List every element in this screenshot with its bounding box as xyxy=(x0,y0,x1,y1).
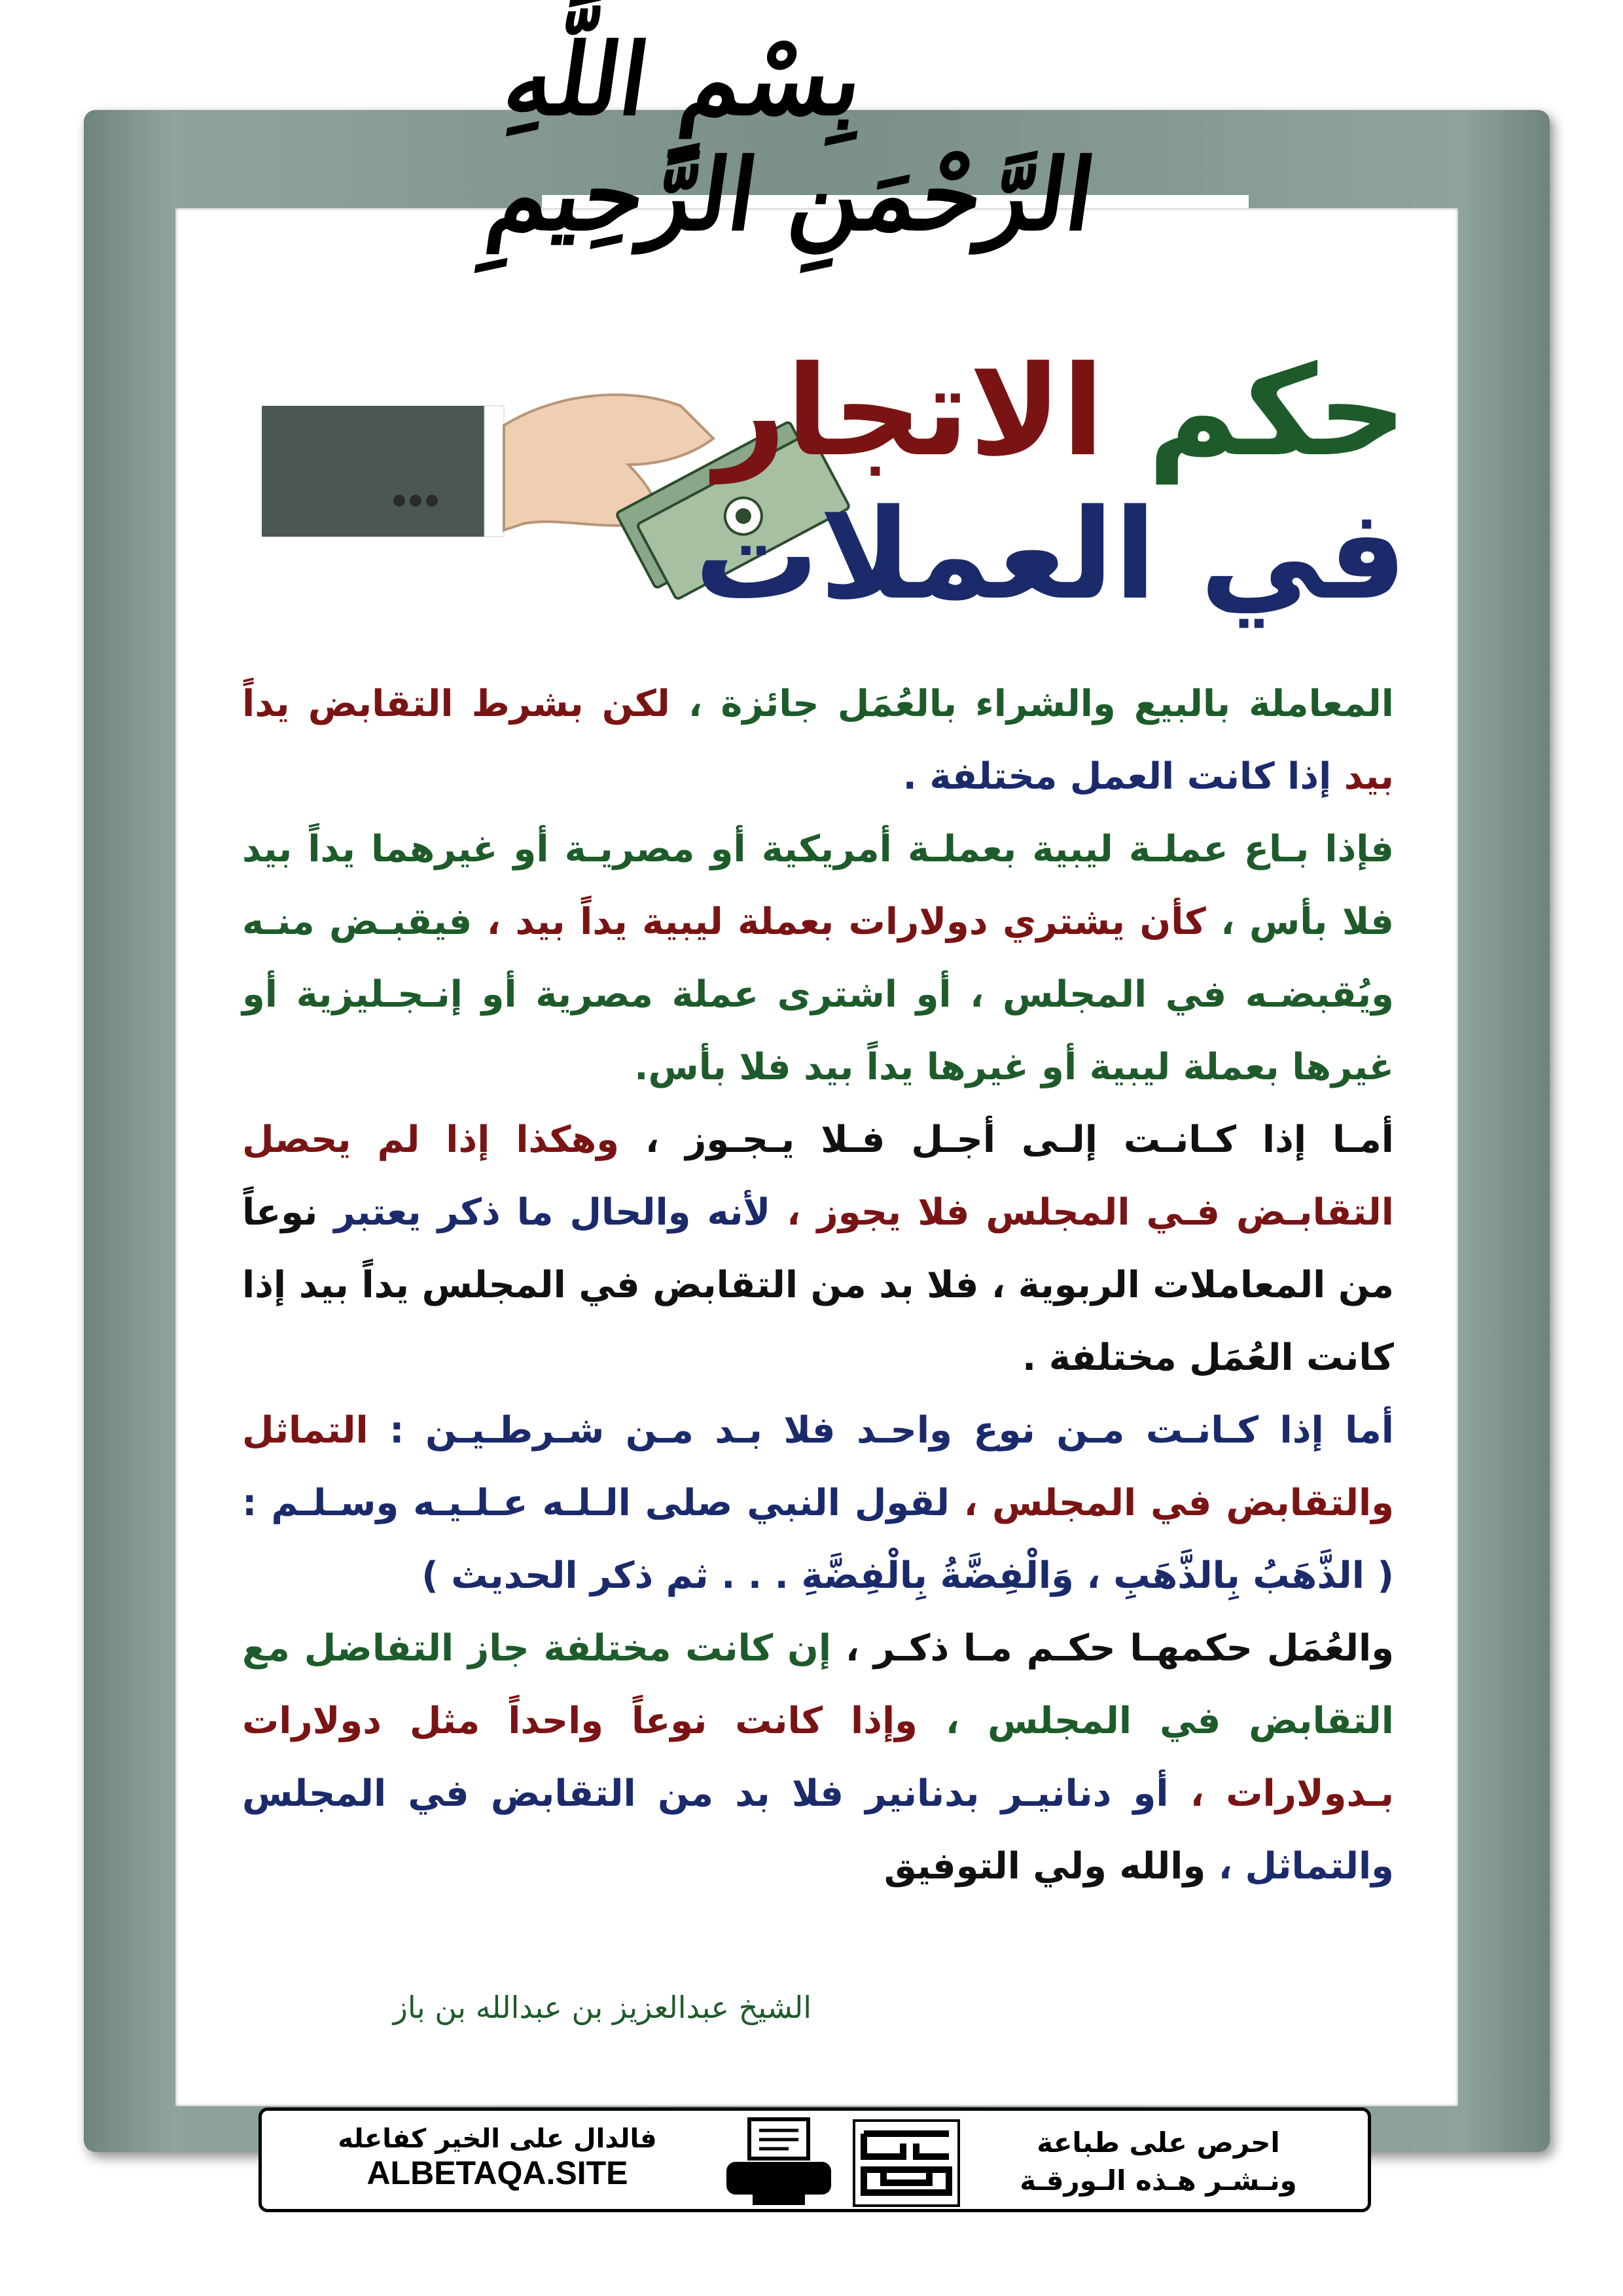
paragraph xyxy=(242,1612,1394,1903)
text-span: التماثل والتقابض في المجلس ، xyxy=(242,1409,1394,1524)
cuff xyxy=(484,406,504,537)
sleeve-button xyxy=(426,495,438,507)
article-body xyxy=(242,668,1394,1903)
title-line-2: في العملات xyxy=(694,482,1407,627)
text-span: وإذا كانت نوعاً واحداً مثل دولارات بـدولارات ، xyxy=(242,1700,1394,1815)
text-span: وهكذا إذا لم يحصل التقابـض فـي المجلس فلا يجوز ، xyxy=(242,1119,1394,1234)
text-span: إذا كانت العمل مختلفة . xyxy=(902,755,1332,798)
paragraph xyxy=(242,668,1394,813)
footer-website xyxy=(301,2124,694,2192)
text-span: كأن يشتري دولارات بعملة ليبية يداً بيد ، xyxy=(472,901,1206,943)
author-signature: الشيخ عبدالعزيز بن عبدالله بن باز xyxy=(393,1990,812,2025)
page-title xyxy=(694,340,1407,626)
print-note-line-2: ونـشـر هـذه الـورقـة xyxy=(1020,2164,1297,2197)
text-span: فلا بد من التقابض في المجلس والتماثل ، xyxy=(242,1772,1394,1888)
kufic-logo xyxy=(851,2117,962,2209)
paragraph xyxy=(242,1103,1394,1394)
text-span: لأنه والحال ما ذكر يعتبر xyxy=(317,1191,771,1234)
print-note-line-1: احرص على طباعة xyxy=(1037,2126,1280,2159)
paragraph xyxy=(242,1394,1394,1612)
text-span: فيقبـض منـه ويُقبضـه في المجلس ، xyxy=(242,901,1394,1016)
sleeve-button xyxy=(393,495,405,507)
sleeve xyxy=(262,406,497,537)
text-span: والله ولي التوفيق xyxy=(883,1845,1206,1888)
text-span: أما إذا كـانـت مـن نوع واحـد فلا بـد مـن شـرطـيـن : xyxy=(368,1409,1394,1452)
sleeve-button xyxy=(410,495,421,507)
text-span: فإذا بـاع عملـة ليبية بعملـة أمريكية أو مصريـة أو غيرهما يداً بيد فلا بأس ، xyxy=(242,828,1394,943)
title-word-trading: الاتجار xyxy=(714,339,1105,484)
bismillah-calligraphy: بِسْمِ اللَّهِ الرَّحْمَنِ الرَّحِيمِ xyxy=(481,22,1102,253)
title-line-1 xyxy=(694,340,1407,484)
footer-bar xyxy=(259,2108,1371,2212)
text-span: إن كانت مختلفة جاز التفاضل مع التقابض في المجلس ، xyxy=(242,1627,1394,1742)
text-span: والعُمَل حكمهـا حكـم مـا ذكـر ، xyxy=(831,1627,1395,1670)
text-span: أو اشترى عملة مصرية أو إنـجـليزية أو غيرها بعملة ليبية أو غيرها يداً بيد فلا بأس. xyxy=(242,973,1394,1088)
paragraph xyxy=(242,813,1394,1103)
text-span: المعاملة بالبيع والشراء بالعُمَل جائزة ، xyxy=(669,683,1394,725)
footer-print-note xyxy=(988,2124,1329,2200)
text-span: أمـا إذا كـانـت إلـى أجـل فـلا يـجـوز ، xyxy=(619,1119,1394,1161)
website-link[interactable]: ALBETAQA.SITE xyxy=(366,2155,628,2191)
title-word-ruling: حكم xyxy=(1147,339,1407,484)
text-span: لكن بشرط التقابض يداً بيد xyxy=(242,683,1394,798)
text-span: أو دنانيـر بدنانير xyxy=(844,1772,1169,1815)
printer-icon xyxy=(720,2116,838,2208)
text-span: نوعاً من المعاملات الربوية ، فلا بد من التقابض في المجلس يداً بيد إذا كانت العُمَل مختلفة . xyxy=(242,1191,1394,1379)
text-span: لقول النبي صلى الـلـه عـلـيـه وسـلـم : ( الذَّهَبُ بِالذَّهَبِ ، وَالْفِضَّةُ بِالْفِضَّةِ . . . ثم ذكر الحديث ) xyxy=(242,1482,1394,1597)
footer-proverb: فالدال على الخير كفاعله xyxy=(338,2124,657,2154)
